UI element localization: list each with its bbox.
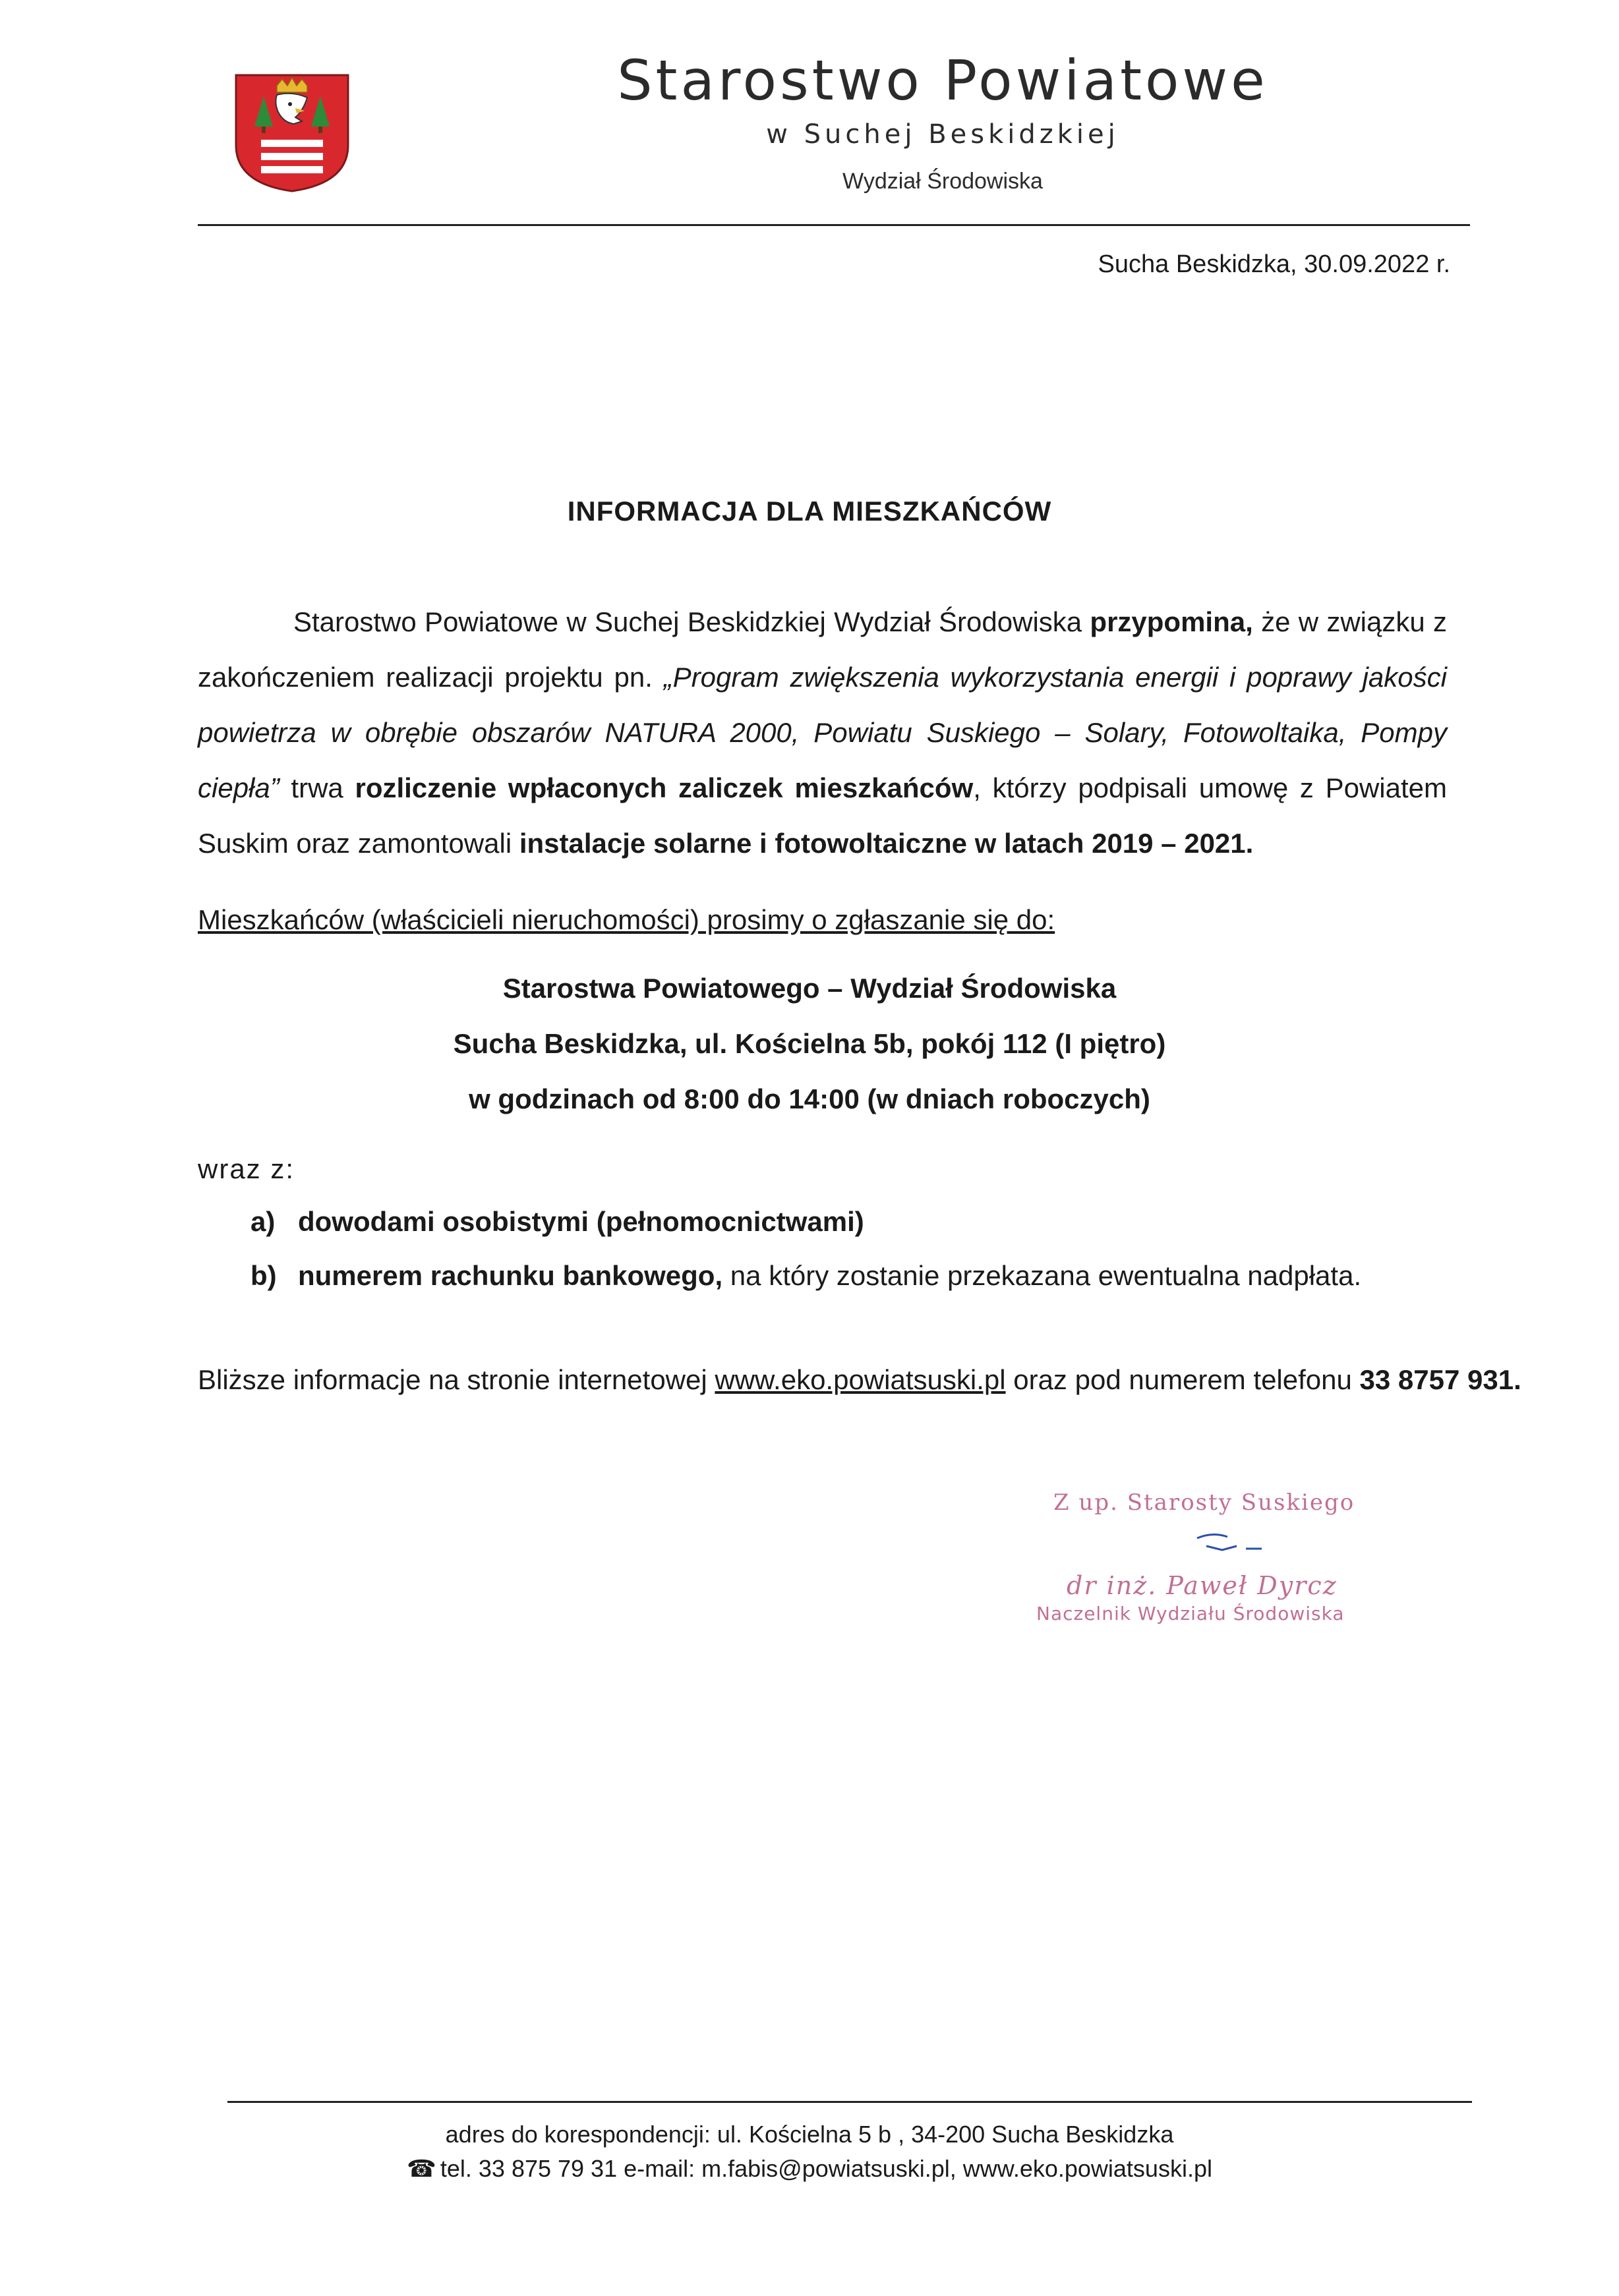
institution-location: w Suchej Beskidzkiej xyxy=(766,119,1119,150)
office-name: Starostwa Powiatowego – Wydział Środowiska xyxy=(502,973,1117,1004)
institution-title: Starostwo Powiatowe xyxy=(617,48,1268,113)
website-link[interactable]: www.eko.powiatsuski.pl xyxy=(715,1364,1006,1395)
wraz-label: wraz z: xyxy=(198,1153,295,1184)
closing-text-1: Bliższe informacje na stronie internetowej xyxy=(198,1364,715,1395)
list-item-rest: na który zostanie przekazana ewentualna nadpłata. xyxy=(722,1260,1362,1291)
stamp-signatory-title: Naczelnik Wydziału Środowiska xyxy=(1036,1603,1345,1624)
paragraph-bold-installations: instalacje solarne i fotowoltaiczne w latach 2019 – 2021. xyxy=(519,828,1254,859)
header-divider xyxy=(198,224,1470,226)
paragraph-bold-settlement: rozliczenie wpłaconych zaliczek mieszkańców xyxy=(355,772,974,803)
list-item xyxy=(250,1206,864,1238)
paragraph-text-3: trwa xyxy=(279,772,355,803)
footer-contact xyxy=(0,2155,1619,2183)
footer-address: adres do korespondencji: ul. Kościelna 5 b , 34-200 Sucha Beskidzka xyxy=(445,2121,1174,2148)
handwritten-signature xyxy=(1193,1524,1272,1563)
invitation-line: Mieszkańców (właścicieli nieruchomości) prosimy o zgłaszanie się do: xyxy=(198,904,1055,935)
phone-number: 33 8757 931. xyxy=(1359,1364,1521,1395)
closing-text-2: oraz pod numerem telefonu xyxy=(1005,1364,1360,1395)
footer-contact-text: tel. 33 875 79 31 e-mail: m.fabis@powiatsuski.pl, www.eko.powiatsuski.pl xyxy=(440,2155,1212,2182)
stamp-authorization: Z up. Starosty Suskiego xyxy=(1053,1489,1355,1516)
paragraph-text-2: że w związku z zakończeniem realizacji projektu pn. xyxy=(198,606,1447,693)
document-date: Sucha Beskidzka, 30.09.2022 r. xyxy=(1098,250,1450,278)
project-name: „Program zwiększenia wykorzystania energii i poprawy jakości powietrza w obrębie obszarów NATURA 2000, Powiatu Suskiego – Solary, Fotowoltaika, Pompy ciepła” xyxy=(198,662,1447,803)
footer-divider xyxy=(227,2101,1472,2103)
paragraph-bold-reminder: przypomina, xyxy=(1090,606,1253,637)
coat-of-arms-logo xyxy=(231,71,353,194)
list-marker: b) xyxy=(250,1260,277,1291)
list-item-bold: numerem rachunku bankowego, xyxy=(298,1260,723,1291)
main-paragraph xyxy=(198,594,1447,871)
paragraph-text-1: Starostwo Powiatowe w Suchej Beskidzkiej Wydział Środowiska xyxy=(293,606,1090,637)
department-name: Wydział Środowiska xyxy=(842,169,1043,194)
list-marker: a) xyxy=(250,1206,276,1237)
closing-info xyxy=(198,1364,1521,1396)
list-item-bold: dowodami osobistymi (pełnomocnictwami) xyxy=(298,1206,864,1237)
office-hours: w godzinach od 8:00 do 14:00 (w dniach roboczych) xyxy=(469,1083,1150,1114)
telephone-icon: ☎ xyxy=(407,2155,436,2182)
stamp-signatory-name: dr inż. Paweł Dyrcz xyxy=(1067,1571,1338,1600)
office-address: Sucha Beskidzka, ul. Kościelna 5b, pokój 112 (I piętro) xyxy=(453,1028,1166,1059)
paragraph-text-4: , którzy podpisali umowę z Powiatem Suskim oraz zamontowali xyxy=(198,772,1447,859)
document-heading: INFORMACJA DLA MIESZKAŃCÓW xyxy=(567,496,1052,527)
list-item xyxy=(250,1260,1361,1292)
